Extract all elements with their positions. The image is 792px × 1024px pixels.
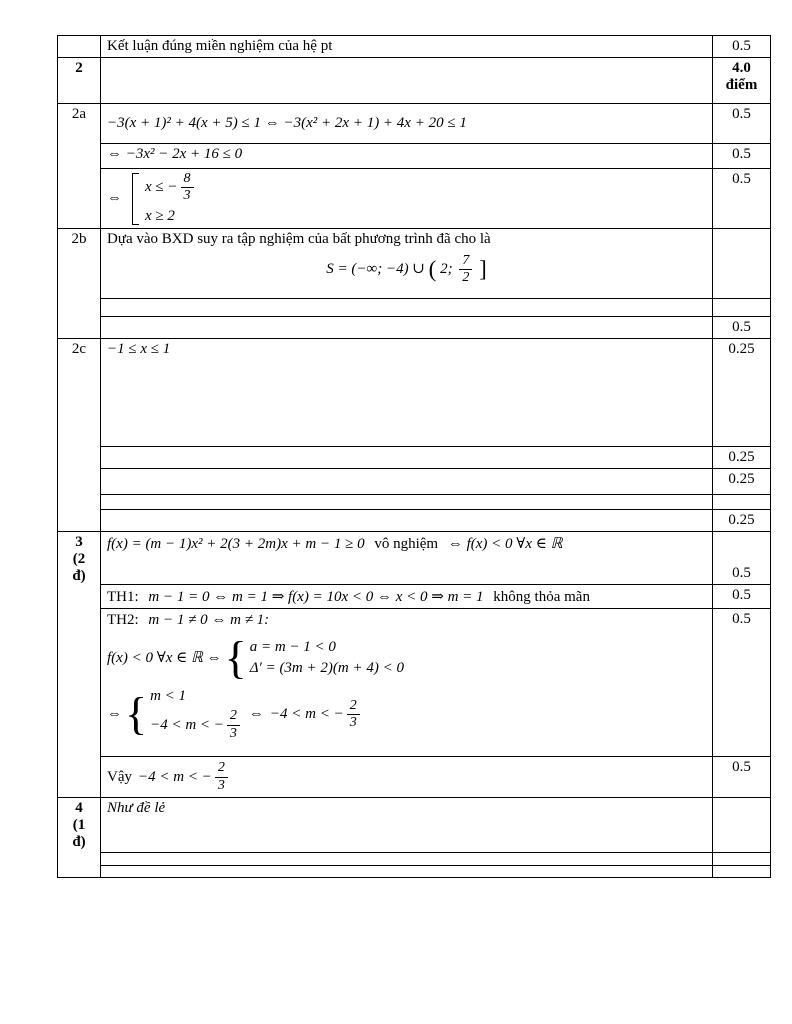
system-stack [250,638,404,679]
math-expression: ⇔ −3x² − 2x + 16 ≤ 0 [107,146,243,162]
fraction-denominator: 3 [181,187,194,204]
case-row [145,171,197,204]
row-conclusion [58,36,771,58]
row-2b-spacer [58,299,771,317]
conclusion-text: không thỏa mãn [493,589,590,605]
case-head [107,612,706,629]
row-2c-step1 [58,339,771,447]
fraction [347,698,360,731]
points-cell: 0.5 [713,609,771,757]
content-cell [101,866,713,878]
points-cell: 0.5 [713,317,771,339]
content-cell [101,58,713,104]
content-cell [101,104,713,144]
question-label [58,798,101,878]
condition-text: vô nghiệm [374,536,439,552]
content-cell [101,532,713,585]
content-cell [101,757,713,798]
math-expression: m − 1 ≠ 0 ⇔ m ≠ 1: [148,612,270,628]
points-total-value: 4.0 [732,60,751,76]
reference-note: Như đề lẻ [107,800,166,816]
fraction-denominator: 2 [459,269,472,286]
fraction-numerator: 2 [217,760,225,776]
math-expression: 2; [440,261,453,278]
points-total-unit: điểm [725,77,758,93]
row-2c-step2 [58,447,771,469]
result-expression [270,698,363,731]
content-cell [101,229,713,299]
fraction-numerator: 7 [462,253,470,268]
system-line [107,632,706,683]
math-expression: −4 < m < − [150,716,224,733]
fraction [215,760,228,793]
fraction-numerator: 2 [229,708,237,724]
row-2a-step1 [58,104,771,144]
math-expression: f(x) = (m − 1)x² + 2(3 + 2m)x + m − 1 ≥ 0 [107,536,365,552]
points-cell [713,798,771,853]
row-2c-step3 [58,469,771,495]
points-cell: 0.5 [713,144,771,169]
grading-table [57,35,771,878]
final-conclusion [107,760,231,793]
system-row [150,708,243,741]
row-2c-step5 [58,510,771,532]
points-cell: 0.5 [713,36,771,58]
label-line: (1 [72,817,86,833]
math-expression: x ≤ − [145,179,178,196]
system-line [107,687,706,742]
math-expression: m < 1 [150,687,187,704]
row-3-step1 [58,532,771,585]
math-expression: S = (−∞; −4) ∪ [326,261,425,278]
case-label: TH2: [107,612,139,628]
points-cell: 0.5 [713,757,771,798]
label-line: 3 [75,534,83,550]
label-line: (2 [72,551,86,567]
math-expression: ⇔ f(x) < 0 ∀x ∈ ℝ [447,536,563,552]
label-line: đ) [72,834,86,850]
content-cell [101,36,713,58]
row-2b-main [58,229,771,299]
points-cell [713,58,771,104]
math-expression: a = m − 1 < 0 [249,638,336,655]
points-cell [713,229,771,299]
math-expression: −4 < m < − [138,768,212,785]
points-cell: 0.25 [713,510,771,532]
points-cell: 0.25 [713,469,771,495]
content-cell [101,317,713,339]
points-cell [713,299,771,317]
content-cell [101,609,713,757]
left-curly-brace: { [224,632,247,683]
content-cell [101,495,713,510]
points-cell [713,866,771,878]
content-cell [101,798,713,853]
fraction-denominator: 3 [215,777,228,794]
content-cell [101,299,713,317]
content-cell [101,510,713,532]
row-2b-points [58,317,771,339]
question-label [58,36,101,58]
equivalence-arrow: ⇔ [248,705,264,722]
points-cell [713,853,771,866]
close-bracket: ] [479,256,487,282]
question-label [58,532,101,798]
equivalence-arrow: ⇔ [107,705,122,722]
solution-set-formula [107,253,706,286]
conclusion-text: Kết luận đúng miền nghiệm của hệ pt [107,38,333,54]
row-3-step2 [58,585,771,609]
points-cell: 0.25 [713,339,771,447]
case-row [145,207,197,226]
points-cell: 0.5 [713,532,771,585]
points-cell: 0.5 [713,169,771,229]
content-cell [101,585,713,609]
fraction [181,171,194,204]
label-line: đ) [72,568,86,584]
content-cell [101,469,713,495]
math-expression: −1 ≤ x ≤ 1 [107,341,171,357]
fraction-denominator: 3 [227,725,240,742]
content-cell [101,339,713,447]
system-row [250,638,404,657]
math-expression: x ≥ 2 [145,208,175,225]
question-label: 2 [58,58,101,104]
fraction [459,253,472,286]
row-2a-step3 [58,169,771,229]
fraction [227,708,240,741]
row-q2-header [58,58,771,104]
row-4-spacer2 [58,866,771,878]
row-3-step4 [58,757,771,798]
case-stack [145,171,197,226]
system-row [150,687,243,706]
case-label: TH1: [107,589,139,605]
fraction-denominator: 3 [347,714,360,731]
left-curly-brace: { [125,688,148,740]
question-label: 2c [58,339,101,532]
row-2c-step4 [58,495,771,510]
label-line: 4 [75,800,83,816]
math-expression: m − 1 = 0 ⇔ m = 1 ⇒ f(x) = 10x < 0 ⇔ x < 0 ⇒ m = 1 [148,589,484,605]
points-cell: 0.5 [713,104,771,144]
points-cell: 0.5 [713,585,771,609]
fraction-numerator: 8 [183,171,191,187]
points-cell [713,495,771,510]
case-system [107,171,706,226]
row-3-step3 [58,609,771,757]
system-stack [150,687,243,742]
content-cell [101,169,713,229]
math-expression: −3(x + 1)² + 4(x + 5) ≤ 1 ⇔ −3(x² + 2x + 1) + 4x + 20 ≤ 1 [107,115,467,131]
content-cell [101,144,713,169]
math-expression: −4 < m < − [269,705,344,722]
row-2a-step2 [58,144,771,169]
left-square-bracket [132,173,139,225]
fraction-numerator: 2 [349,697,357,713]
points-cell: 0.25 [713,447,771,469]
conclusion-label: Vậy [107,768,132,785]
system-row [250,659,404,678]
question-label: 2a [58,104,101,229]
solution-text: Dựa vào BXD suy ra tập nghiệm của bất phương trình đã cho là [107,231,491,247]
math-expression: f(x) < 0 ∀x ∈ ℝ ⇔ [107,650,222,667]
open-paren: ( [428,256,437,282]
content-cell [101,853,713,866]
row-4-main [58,798,771,853]
math-expression: Δ′ = (3m + 2)(m + 4) < 0 [249,660,404,677]
equivalence-arrow: ⇔ [107,190,122,206]
row-4-spacer1 [58,853,771,866]
content-cell [101,447,713,469]
question-label: 2b [58,229,101,339]
